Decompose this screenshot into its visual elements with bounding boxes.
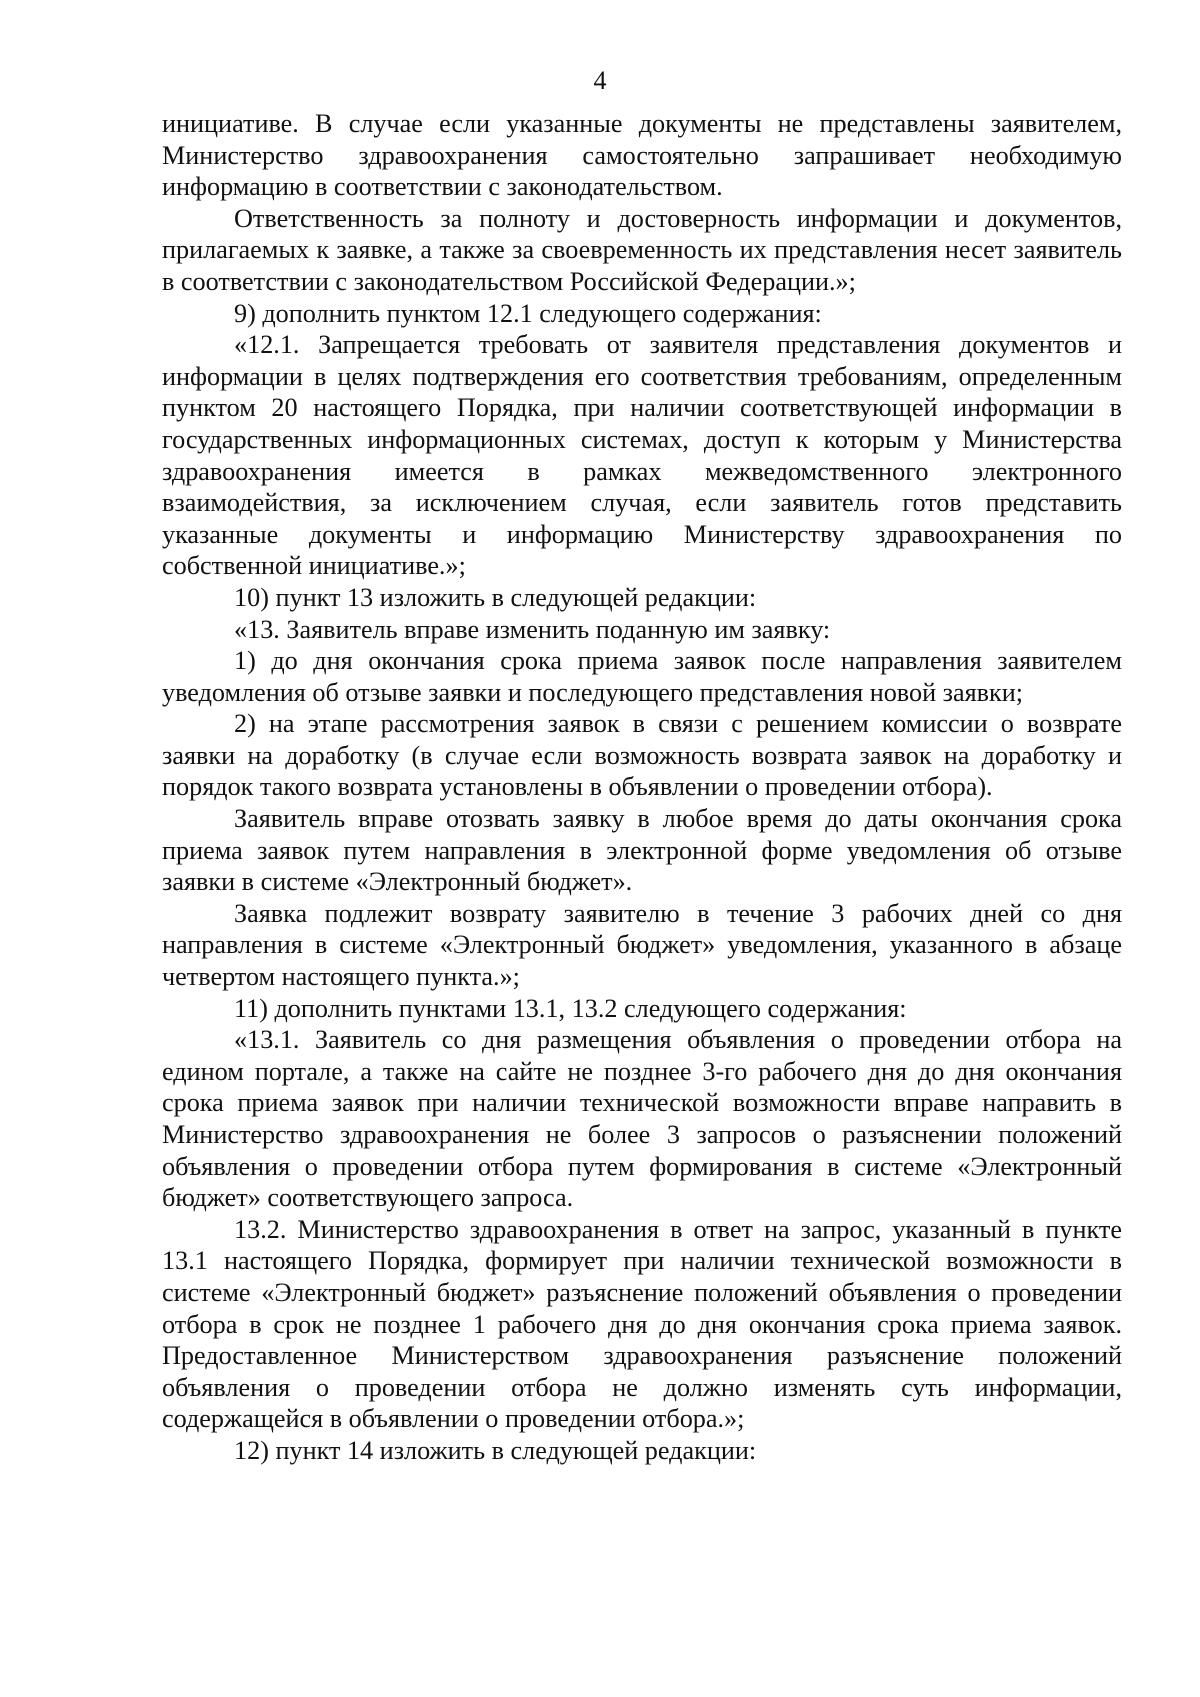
paragraph: 2) на этапе рассмотрения заявок в связи с решением комиссии о возврате заявки на доработку (в случае если возможность возврата заявок на доработку и порядок такого возврата установлены в объявлении о проведении отбора). [162,709,1122,802]
paragraph: 9) дополнить пунктом 12.1 следующего содержания: [234,298,822,328]
paragraph: 13.2. Министерство здравоохранения в ответ на запрос, указанный в пункте 13.1 настоящего Порядка, формирует при наличии технической возможности в системе «Электронный бюджет» разъяснение положений объявления о проведении отбора в срок не позднее 1 рабочего дня до дня окончания срока приема заявок. Предоставленное Министерством здравоохранения разъяснение положений объявления о проведении отбора не должно изменять суть информации, содержащейся в объявлении о проведении отбора.»; [162,1214,1122,1434]
paragraph: «12.1. Запрещается требовать от заявителя представления документов и информации в целях подтверждения его соответствия требованиям, определенным пунктом 20 настоящего Порядка, при наличии соответствующей информации в государственных информационных системах, доступ к которым у Министерства здравоохранения имеется в рамках межведомственного электронного взаимодействия, за исключением случая, если заявитель готов представить указанные документы и информацию Министерству здравоохранения по собственной инициативе.»; [162,330,1122,581]
paragraph: 11) дополнить пунктами 13.1, 13.2 следующего содержания: [234,993,907,1023]
paragraph: 10) пункт 13 изложить в следующей редакции: [234,582,757,612]
paragraph: 1) до дня окончания срока приема заявок после направления заявителем уведомления об отзыве заявки и последующего представления новой заявки; [162,646,1122,707]
paragraph: Заявитель вправе отозвать заявку в любое время до даты окончания срока приема заявок путем направления в электронной форме уведомления об отзыве заявки в системе «Электронный бюджет». [162,804,1122,897]
paragraph: Заявка подлежит возврату заявителю в течение 3 рабочих дней со дня направления в системе «Электронный бюджет» уведомления, указанного в абзаце четвертом настоящего пункта.»; [162,898,1122,992]
paragraph: 12) пункт 14 изложить в следующей редакции: [234,1435,757,1465]
paragraph: «13. Заявитель вправе изменить поданную им заявку: [234,614,831,644]
page-number: 4 [593,66,607,95]
document-body [162,108,1122,1467]
paragraph: инициативе. В случае если указанные документы не представлены заявителем, Министерство здравоохранения самостоятельно запрашивает необходимую информацию в соответствии с законодательством. [162,109,1122,202]
paragraph: «13.1. Заявитель со дня размещения объявления о проведении отбора на едином портале, а также на сайте не позднее 3-го рабочего дня до дня окончания срока приема заявок при наличии технической возможности вправе направить в Министерство здравоохранения не более 3 запросов о разъяснении положений объявления о проведении отбора путем формирования в системе «Электронный бюджет» соответствующего запроса. [162,1025,1122,1213]
paragraph: Ответственность за полноту и достоверность информации и документов, прилагаемых к заявке, а также за своевременность их представления несет заявитель в соответствии с законодательством Российской Федерации.»; [162,203,1122,296]
